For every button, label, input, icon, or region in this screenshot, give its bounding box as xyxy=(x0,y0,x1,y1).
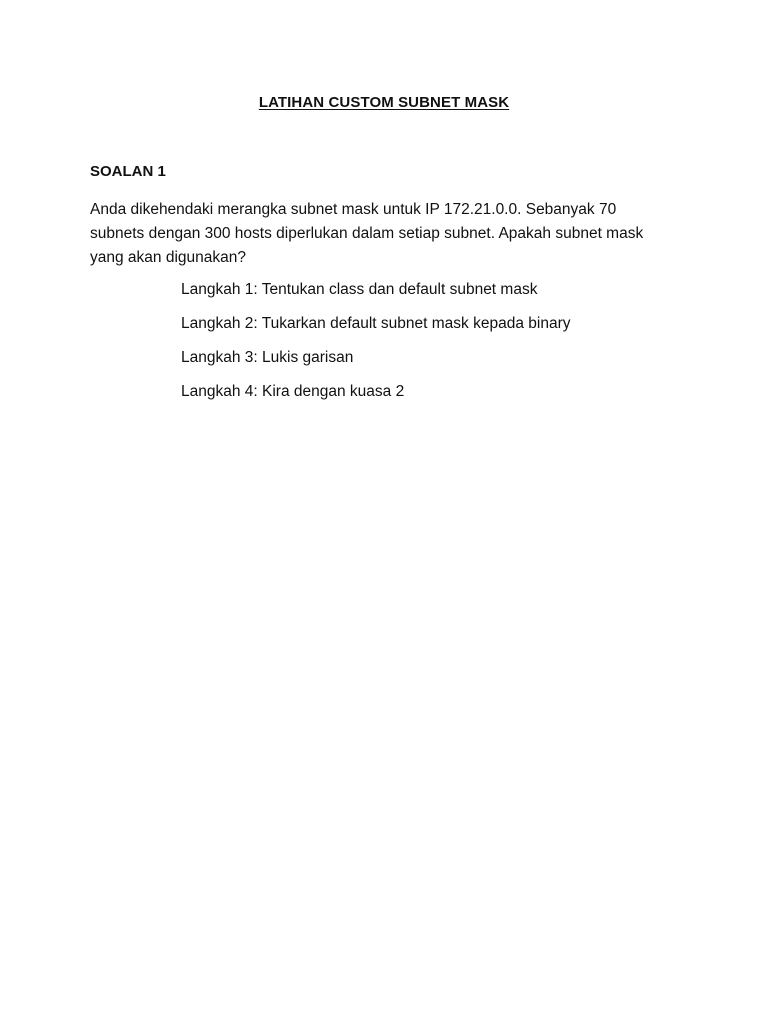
step-item-2: Langkah 2: Tukarkan default subnet mask kepada binary xyxy=(181,315,571,332)
step-item-4: Langkah 4: Kira dengan kuasa 2 xyxy=(181,383,405,400)
step-item-1: Langkah 1: Tentukan class dan default subnet mask xyxy=(181,281,538,298)
steps-list xyxy=(181,280,570,416)
question-body xyxy=(90,198,680,270)
document-title: LATIHAN CUSTOM SUBNET MASK xyxy=(258,94,510,111)
question-body-line: yang akan digunakan? xyxy=(90,249,246,266)
question-heading: SOALAN 1 xyxy=(90,163,166,180)
step-item-3: Langkah 3: Lukis garisan xyxy=(181,349,354,366)
question-body-line: subnets dengan 300 hosts diperlukan dalam setiap subnet. Apakah subnet mask xyxy=(90,225,644,242)
question-body-line: Anda dikehendaki merangka subnet mask untuk IP 172.21.0.0. Sebanyak 70 xyxy=(90,201,617,218)
